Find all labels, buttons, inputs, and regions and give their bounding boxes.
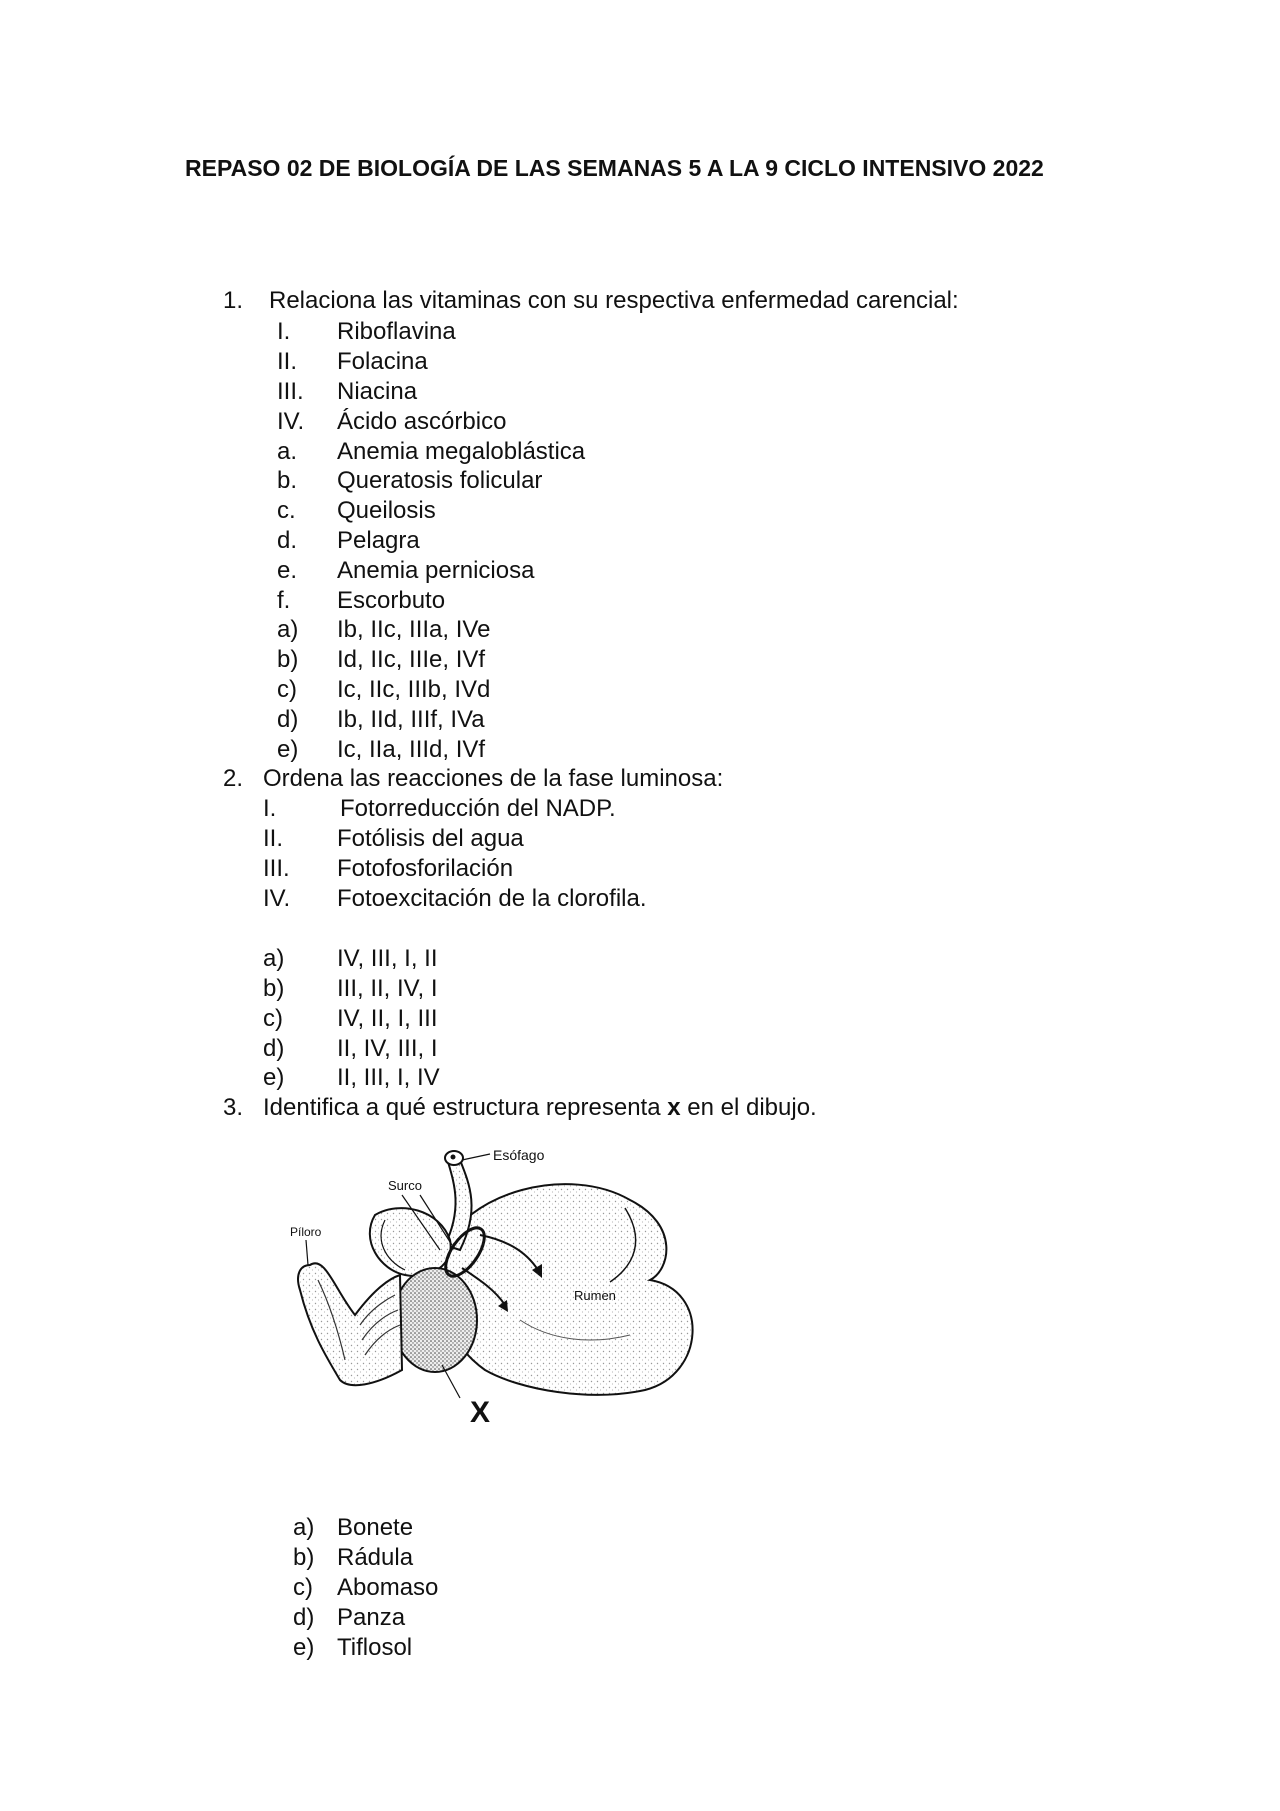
label-x: X [470,1396,491,1429]
option-marker: c) [263,1005,283,1032]
item-text: Queratosis folicular [337,467,543,494]
item-text: Anemia megaloblástica [337,438,586,465]
item-marker: IV. [263,885,291,912]
option-marker: a) [293,1514,315,1541]
label-rumen: Rumen [574,1288,616,1303]
option-text: II, III, I, IV [337,1064,440,1091]
question-text [263,1094,817,1122]
option-text: II, IV, III, I [337,1035,438,1062]
option-text: Rádula [337,1544,414,1571]
option-marker: d) [293,1604,315,1631]
item-marker: IV. [277,408,305,435]
label-piloro: Píloro [290,1225,322,1239]
item-marker: II. [277,348,298,375]
question-text-after: en el dibujo. [680,1094,817,1121]
item-marker: I. [263,795,277,822]
item-marker: a. [277,438,298,465]
ruminant-stomach-diagram [290,1140,720,1450]
option-marker: b) [277,646,299,673]
option-marker: d) [263,1035,285,1062]
item-marker: e. [277,557,298,584]
label-esofago: Esófago [493,1147,545,1163]
option-text: Id, IIc, IIIe, IVf [337,646,486,673]
rumen-shape [437,1184,692,1395]
item-text: Fotólisis del agua [337,825,524,852]
option-text: Bonete [337,1514,414,1541]
item-marker: II. [263,825,284,852]
leader-line [462,1154,490,1160]
item-marker: III. [277,378,304,405]
question-text-bold: x [667,1094,681,1121]
question-number: 3. [223,1094,244,1121]
item-text: Pelagra [337,527,420,554]
item-text: Anemia perniciosa [337,557,535,584]
question-number: 1. [223,287,244,314]
item-marker: f. [277,587,291,614]
item-text: Riboflavina [337,318,456,345]
item-text: Ácido ascórbico [337,408,507,435]
option-marker: b) [293,1544,315,1571]
option-text: Ic, IIc, IIIb, IVd [337,676,491,703]
question-number: 2. [223,765,244,792]
option-marker: b) [263,975,285,1002]
option-marker: d) [277,706,299,733]
option-marker: a) [263,945,285,972]
option-text: Ib, IIc, IIIa, IVe [337,616,491,643]
item-text: Folacina [337,348,428,375]
item-marker: III. [263,855,290,882]
option-text: IV, II, I, III [337,1005,438,1032]
leader-line [442,1365,460,1398]
option-marker: e) [277,736,299,763]
option-text: Ic, IIa, IIId, IVf [337,736,486,763]
label-surco: Surco [388,1178,422,1193]
option-marker: e) [263,1064,285,1091]
option-text: III, II, IV, I [337,975,438,1002]
option-text: IV, III, I, II [337,945,438,972]
option-text: Abomaso [337,1574,439,1601]
item-marker: d. [277,527,298,554]
option-text: Tiflosol [337,1634,413,1661]
question-text: Ordena las reacciones de la fase luminosa: [263,765,724,792]
option-marker: a) [277,616,299,643]
option-text: Ib, IId, IIIf, IVa [337,706,485,733]
esophagus-lumen [451,1155,456,1160]
option-marker: e) [293,1634,315,1661]
item-text: Fotofosforilación [337,855,514,882]
option-text: Panza [337,1604,406,1631]
question-text-before: Identifica a qué estructura representa [263,1094,668,1121]
item-marker: I. [277,318,291,345]
item-marker: c. [277,497,296,524]
item-text: Niacina [337,378,418,405]
omasum-shape [393,1268,477,1372]
document-title: REPASO 02 DE BIOLOGÍA DE LAS SEMANAS 5 A LA 9 CICLO INTENSIVO 2022 [185,155,1044,181]
item-text: Escorbuto [337,587,446,614]
leader-line [306,1240,308,1265]
question-text: Relaciona las vitaminas con su respectiva enfermedad carencial: [269,287,959,314]
abomasum-shape [298,1263,402,1385]
option-marker: c) [277,676,297,703]
item-text: Queilosis [337,497,436,524]
item-marker: b. [277,467,298,494]
item-text: Fotorreducción del NADP. [340,795,616,822]
option-marker: c) [293,1574,313,1601]
item-text: Fotoexcitación de la clorofila. [337,885,647,912]
